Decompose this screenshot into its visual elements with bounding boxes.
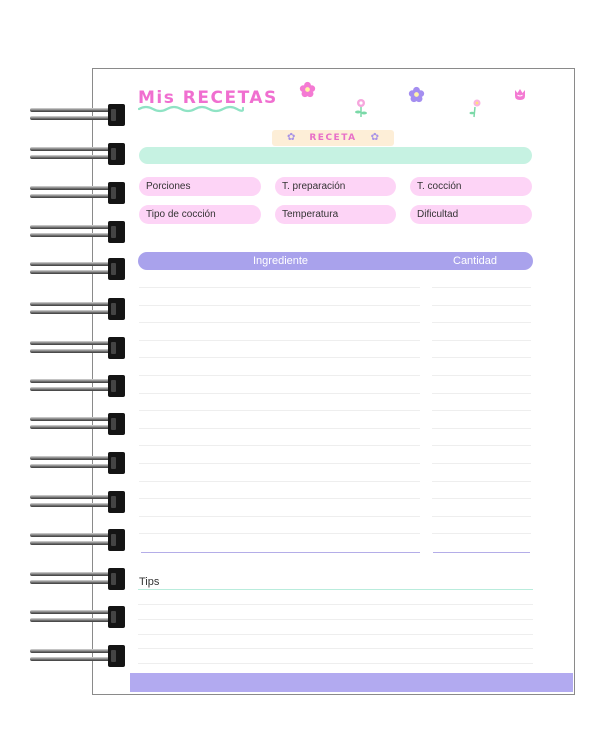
servings-field[interactable]: Porciones: [139, 177, 261, 196]
tips-line[interactable]: [138, 604, 533, 605]
spiral-coil: [30, 452, 125, 474]
ingredient-row-line[interactable]: [139, 322, 420, 323]
spiral-coil: [30, 104, 125, 126]
ingredient-row-line[interactable]: [139, 305, 420, 306]
spiral-coil: [30, 258, 125, 280]
ingredients-table-header: [138, 252, 533, 270]
spiral-coil: [30, 413, 125, 435]
tips-line[interactable]: [138, 648, 533, 649]
quantity-row-line[interactable]: [432, 428, 531, 429]
quantity-row-line[interactable]: [432, 481, 531, 482]
spiral-coil: [30, 529, 125, 551]
spiral-coil: [30, 645, 125, 667]
ingredient-row-line[interactable]: [139, 481, 420, 482]
flower-icon: [408, 86, 425, 103]
ingredient-row-line[interactable]: [139, 463, 420, 464]
tips-line[interactable]: [138, 589, 533, 590]
spiral-coil: [30, 491, 125, 513]
difficulty-field[interactable]: Dificultad: [410, 205, 532, 224]
ingredient-row-line[interactable]: [139, 498, 420, 499]
tips-line[interactable]: [138, 663, 533, 664]
wave-icon: [138, 105, 244, 113]
tulip-icon: [513, 87, 527, 101]
page-title: Mis RECETAS: [138, 88, 278, 108]
spiral-coil: [30, 375, 125, 397]
spiral-coil: [30, 182, 125, 204]
flower-icon: [299, 81, 316, 98]
tips-line[interactable]: [138, 619, 533, 620]
quantity-row-line[interactable]: [432, 516, 531, 517]
flower-icon: [354, 98, 368, 118]
quantity-row-line[interactable]: [432, 445, 531, 446]
quantity-row-line[interactable]: [432, 340, 531, 341]
quantity-end-line: [433, 552, 530, 553]
ingredient-row-line[interactable]: [139, 410, 420, 411]
spiral-coil: [30, 337, 125, 359]
cook-time-field[interactable]: T. cocción: [410, 177, 532, 196]
tips-label: Tips: [139, 576, 160, 588]
quantity-row-line[interactable]: [432, 393, 531, 394]
flower-icon: ✿: [286, 132, 296, 143]
ingredient-row-line[interactable]: [139, 533, 420, 534]
spiral-coil: [30, 221, 125, 243]
flower-icon: ✿: [370, 132, 380, 143]
ingredient-column-header: Ingrediente: [253, 255, 309, 267]
ingredient-row-line[interactable]: [139, 445, 420, 446]
flower-icon: [469, 98, 483, 118]
ingredient-row-line[interactable]: [139, 357, 420, 358]
ingredient-row-line[interactable]: [139, 340, 420, 341]
tips-line[interactable]: [138, 634, 533, 635]
ingredients-end-line: [141, 552, 420, 553]
quantity-row-line[interactable]: [432, 533, 531, 534]
ingredient-row-line[interactable]: [139, 287, 420, 288]
spiral-coil: [30, 606, 125, 628]
quantity-column-header: Cantidad: [453, 255, 498, 267]
quantity-row-line[interactable]: [432, 322, 531, 323]
prep-time-field[interactable]: T. preparación: [275, 177, 396, 196]
quantity-row-line[interactable]: [432, 287, 531, 288]
quantity-row-line[interactable]: [432, 305, 531, 306]
quantity-row-line[interactable]: [432, 357, 531, 358]
spiral-coil: [30, 298, 125, 320]
ingredient-row-line[interactable]: [139, 428, 420, 429]
quantity-row-line[interactable]: [432, 410, 531, 411]
footer-bar: [130, 673, 573, 692]
quantity-row-line[interactable]: [432, 498, 531, 499]
quantity-row-line[interactable]: [432, 375, 531, 376]
spiral-coil: [30, 568, 125, 590]
recipe-label: [272, 130, 394, 146]
cooking-type-field[interactable]: Tipo de cocción: [139, 205, 261, 224]
ingredient-row-line[interactable]: [139, 375, 420, 376]
recipe-name-field[interactable]: [139, 147, 532, 164]
ingredient-row-line[interactable]: [139, 516, 420, 517]
ingredient-row-line[interactable]: [139, 393, 420, 394]
quantity-row-line[interactable]: [432, 463, 531, 464]
spiral-coil: [30, 143, 125, 165]
temperature-field[interactable]: Temperatura: [275, 205, 396, 224]
recipe-label-text: RECETA: [309, 133, 357, 143]
